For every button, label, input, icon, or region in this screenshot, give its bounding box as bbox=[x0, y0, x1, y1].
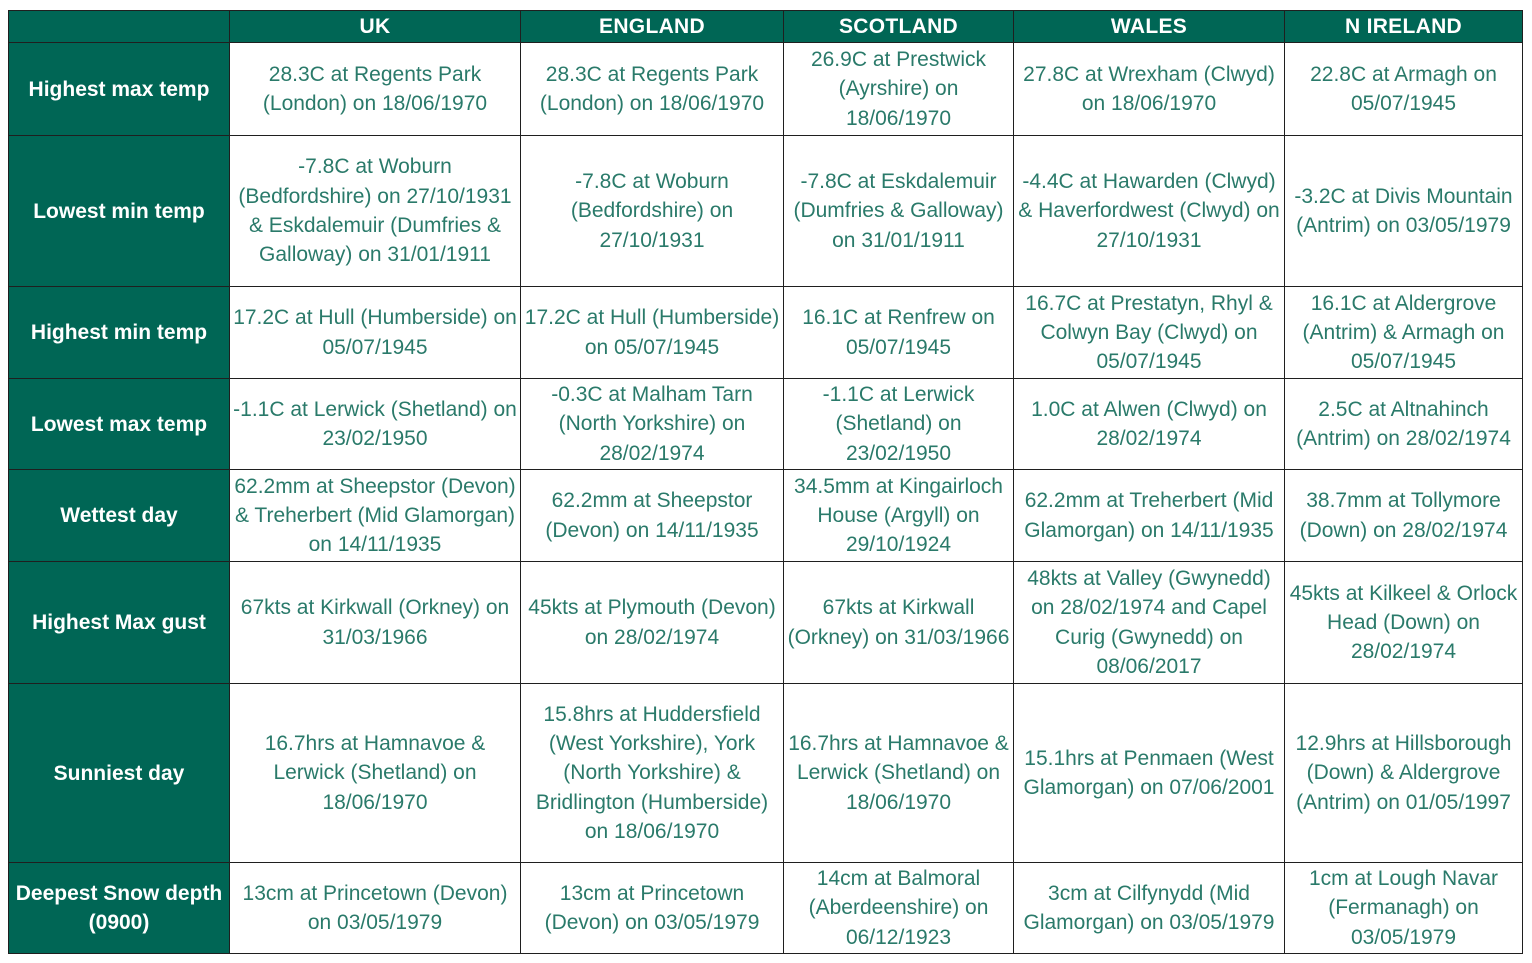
row-header: Highest Max gust bbox=[9, 562, 230, 684]
table-row bbox=[9, 684, 1523, 863]
header-row bbox=[9, 11, 1523, 43]
record-cell: 62.2mm at Treherbert (Mid Glamorgan) on 14/11/1935 bbox=[1014, 470, 1285, 562]
row-header: Lowest min temp bbox=[9, 136, 230, 287]
row-header: Deepest Snow depth (0900) bbox=[9, 863, 230, 954]
record-cell: -3.2C at Divis Mountain (Antrim) on 03/05/1979 bbox=[1285, 136, 1523, 287]
record-cell: 27.8C at Wrexham (Clwyd) on 18/06/1970 bbox=[1014, 43, 1285, 136]
record-cell: 16.7hrs at Hamnavoe & Lerwick (Shetland) on 18/06/1970 bbox=[230, 684, 521, 863]
row-header: Sunniest day bbox=[9, 684, 230, 863]
column-header-uk: UK bbox=[230, 11, 521, 43]
record-cell: 15.1hrs at Penmaen (West Glamorgan) on 07/06/2001 bbox=[1014, 684, 1285, 863]
record-cell: 38.7mm at Tollymore (Down) on 28/02/1974 bbox=[1285, 470, 1523, 562]
record-cell: -4.4C at Hawarden (Clwyd) & Haverfordwest (Clwyd) on 27/10/1931 bbox=[1014, 136, 1285, 287]
record-cell: -1.1C at Lerwick (Shetland) on 23/02/1950 bbox=[230, 379, 521, 470]
record-cell: 3cm at Cilfynydd (Mid Glamorgan) on 03/05/1979 bbox=[1014, 863, 1285, 954]
row-header: Wettest day bbox=[9, 470, 230, 562]
record-cell: 2.5C at Altnahinch (Antrim) on 28/02/1974 bbox=[1285, 379, 1523, 470]
record-cell: 45kts at Kilkeel & Orlock Head (Down) on 28/02/1974 bbox=[1285, 562, 1523, 684]
record-cell: -7.8C at Woburn (Bedfordshire) on 27/10/1931 & Eskdalemuir (Dumfries & Galloway) on 31/01/1911 bbox=[230, 136, 521, 287]
record-cell: 16.7hrs at Hamnavoe & Lerwick (Shetland) on 18/06/1970 bbox=[784, 684, 1014, 863]
record-cell: -1.1C at Lerwick (Shetland) on 23/02/1950 bbox=[784, 379, 1014, 470]
column-header-n-ireland: N IRELAND bbox=[1285, 11, 1523, 43]
record-cell: 13cm at Princetown (Devon) on 03/05/1979 bbox=[230, 863, 521, 954]
row-header: Lowest max temp bbox=[9, 379, 230, 470]
record-cell: 13cm at Princetown (Devon) on 03/05/1979 bbox=[521, 863, 784, 954]
column-header-england: ENGLAND bbox=[521, 11, 784, 43]
record-cell: -0.3C at Malham Tarn (North Yorkshire) on 28/02/1974 bbox=[521, 379, 784, 470]
record-cell: 17.2C at Hull (Humberside) on 05/07/1945 bbox=[521, 287, 784, 379]
record-cell: 67kts at Kirkwall (Orkney) on 31/03/1966 bbox=[230, 562, 521, 684]
record-cell: 16.1C at Aldergrove (Antrim) & Armagh on 05/07/1945 bbox=[1285, 287, 1523, 379]
record-cell: 67kts at Kirkwall (Orkney) on 31/03/1966 bbox=[784, 562, 1014, 684]
record-cell: 48kts at Valley (Gwynedd) on 28/02/1974 and Capel Curig (Gwynedd) on 08/06/2017 bbox=[1014, 562, 1285, 684]
record-cell: 28.3C at Regents Park (London) on 18/06/1970 bbox=[230, 43, 521, 136]
record-cell: -7.8C at Woburn (Bedfordshire) on 27/10/1931 bbox=[521, 136, 784, 287]
record-cell: 16.7C at Prestatyn, Rhyl & Colwyn Bay (Clwyd) on 05/07/1945 bbox=[1014, 287, 1285, 379]
record-cell: 17.2C at Hull (Humberside) on 05/07/1945 bbox=[230, 287, 521, 379]
record-cell: 15.8hrs at Huddersfield (West Yorkshire), York (North Yorkshire) & Bridlington (Humberside) on 18/06/1970 bbox=[521, 684, 784, 863]
record-cell: 62.2mm at Sheepstor (Devon) & Treherbert (Mid Glamorgan) on 14/11/1935 bbox=[230, 470, 521, 562]
record-cell: 26.9C at Prestwick (Ayrshire) on 18/06/1970 bbox=[784, 43, 1014, 136]
record-cell: 1.0C at Alwen (Clwyd) on 28/02/1974 bbox=[1014, 379, 1285, 470]
record-cell: 28.3C at Regents Park (London) on 18/06/1970 bbox=[521, 43, 784, 136]
records-table bbox=[8, 10, 1523, 954]
record-cell: 45kts at Plymouth (Devon) on 28/02/1974 bbox=[521, 562, 784, 684]
table-row bbox=[9, 562, 1523, 684]
record-cell: 12.9hrs at Hillsborough (Down) & Aldergrove (Antrim) on 01/05/1997 bbox=[1285, 684, 1523, 863]
table-row bbox=[9, 43, 1523, 136]
row-header: Highest max temp bbox=[9, 43, 230, 136]
column-header-wales: WALES bbox=[1014, 11, 1285, 43]
record-cell: 16.1C at Renfrew on 05/07/1945 bbox=[784, 287, 1014, 379]
record-cell: 22.8C at Armagh on 05/07/1945 bbox=[1285, 43, 1523, 136]
table-row bbox=[9, 470, 1523, 562]
record-cell: 1cm at Lough Navar (Fermanagh) on 03/05/1979 bbox=[1285, 863, 1523, 954]
row-header: Highest min temp bbox=[9, 287, 230, 379]
record-cell: 34.5mm at Kingairloch House (Argyll) on 29/10/1924 bbox=[784, 470, 1014, 562]
table-row bbox=[9, 379, 1523, 470]
table-row bbox=[9, 863, 1523, 954]
record-cell: -7.8C at Eskdalemuir (Dumfries & Galloway) on 31/01/1911 bbox=[784, 136, 1014, 287]
record-cell: 62.2mm at Sheepstor (Devon) on 14/11/1935 bbox=[521, 470, 784, 562]
table-row bbox=[9, 136, 1523, 287]
record-cell: 14cm at Balmoral (Aberdeenshire) on 06/12/1923 bbox=[784, 863, 1014, 954]
corner-cell bbox=[9, 11, 230, 43]
table-row bbox=[9, 287, 1523, 379]
column-header-scotland: SCOTLAND bbox=[784, 11, 1014, 43]
